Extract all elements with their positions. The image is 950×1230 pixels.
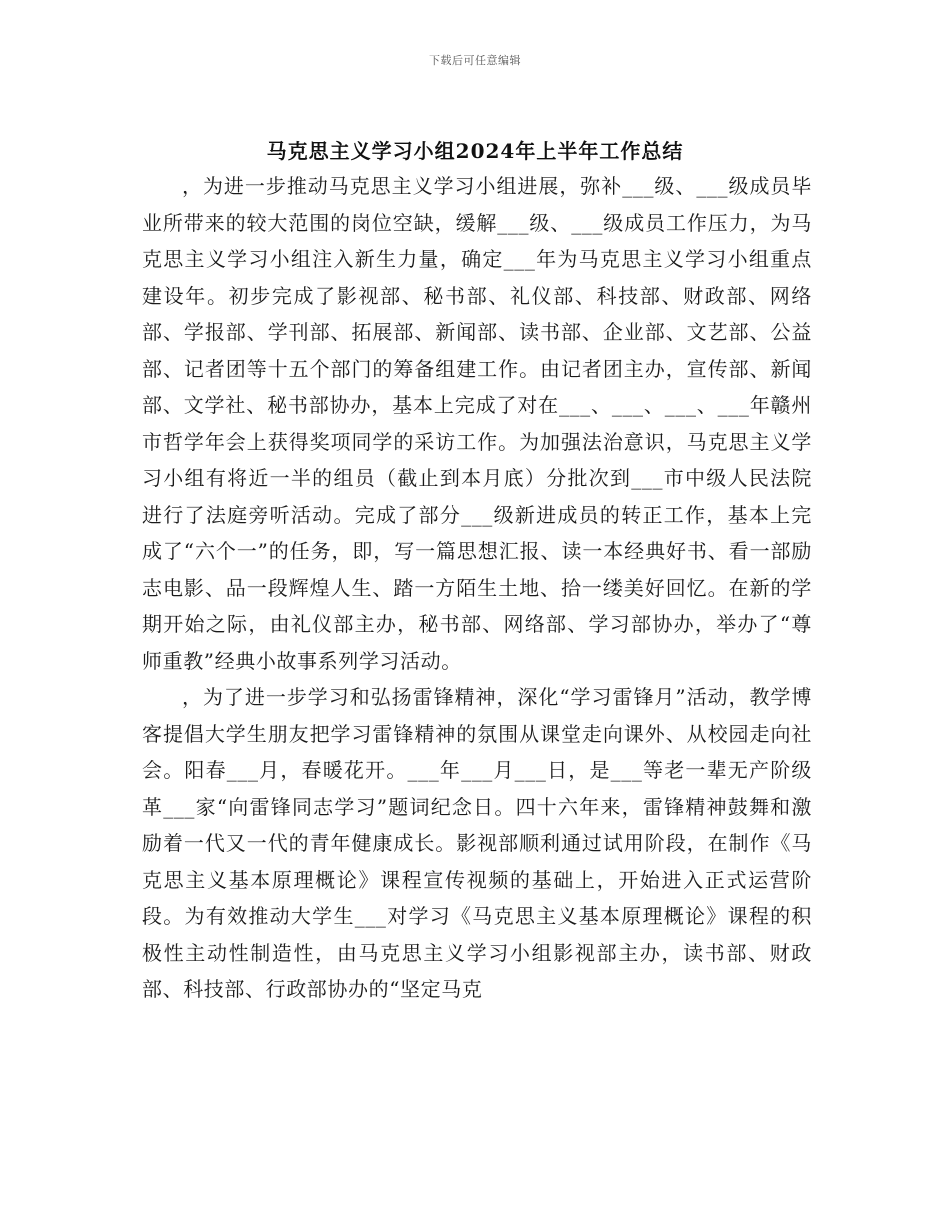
body-paragraph-1: ，为进一步推动马克思主义学习小组进展，弥补___级、___级成员毕业所带来的较大范围的岗位空缺，缓解___级、___级成员工作压力，为马克思主义学习小组注入新生力量，确定___年为马克思主义学习小组重点建设年。初步完成了影视部、秘书部、礼仪部、科技部、财政部、网络部、学报部、学刊部、拓展部、新闻部、读书部、企业部、文艺部、公益部、记者团等十五个部门的筹备组建工作。由记者团主办，宣传部、新闻部、文学社、秘书部协办，基本上完成了对在___、___、___、___年赣州市哲学年会上获得奖项同学的采访工作。为加强法治意识，马克思主义学习小组有将近一半的组员（截止到本月底）分批次到___市中级人民法院进行了法庭旁听活动。完成了部分___级新进成员的转正工作，基本上完成了“六个一”的任务，即，写一篇思想汇报、读一本经典好书、看一部励志电影、品一段辉煌人生、踏一方陌生土地、拾一缕美好回忆。在新的学期开始之际，由礼仪部主办，秘书部、网络部、学习部协办，举办了“尊师重教”经典小故事系列学习活动。 bbox=[142, 174, 812, 673]
page-header-note: 下载后可任意编辑 bbox=[429, 54, 521, 67]
document-title: 马克思主义学习小组2024年上半年工作总结 bbox=[266, 139, 684, 164]
document-body bbox=[142, 168, 812, 1008]
body-paragraph-2: ，为了进一步学习和弘扬雷锋精神，深化“学习雷锋月”活动，教学博客提倡大学生朋友把学习雷锋精神的氛围从课堂走向课外、从校园走向社会。阳春___月，春暖花开。___年___月___日，是___等老一辈无产阶级革___家“向雷锋同志学习”题词纪念日。四十六年来，雷锋精神鼓舞和激励着一代又一代的青年健康成长。影视部顺利通过试用阶段，在制作《马克思主义基本原理概论》课程宣传视频的基础上，开始进入正式运营阶段。为有效推动大学生___对学习《马克思主义基本原理概论》课程的积极性主动性制造性，由马克思主义学习小组影视部主办，读书部、财政部、科技部、行政部协办的“坚定马克 bbox=[142, 685, 812, 1001]
